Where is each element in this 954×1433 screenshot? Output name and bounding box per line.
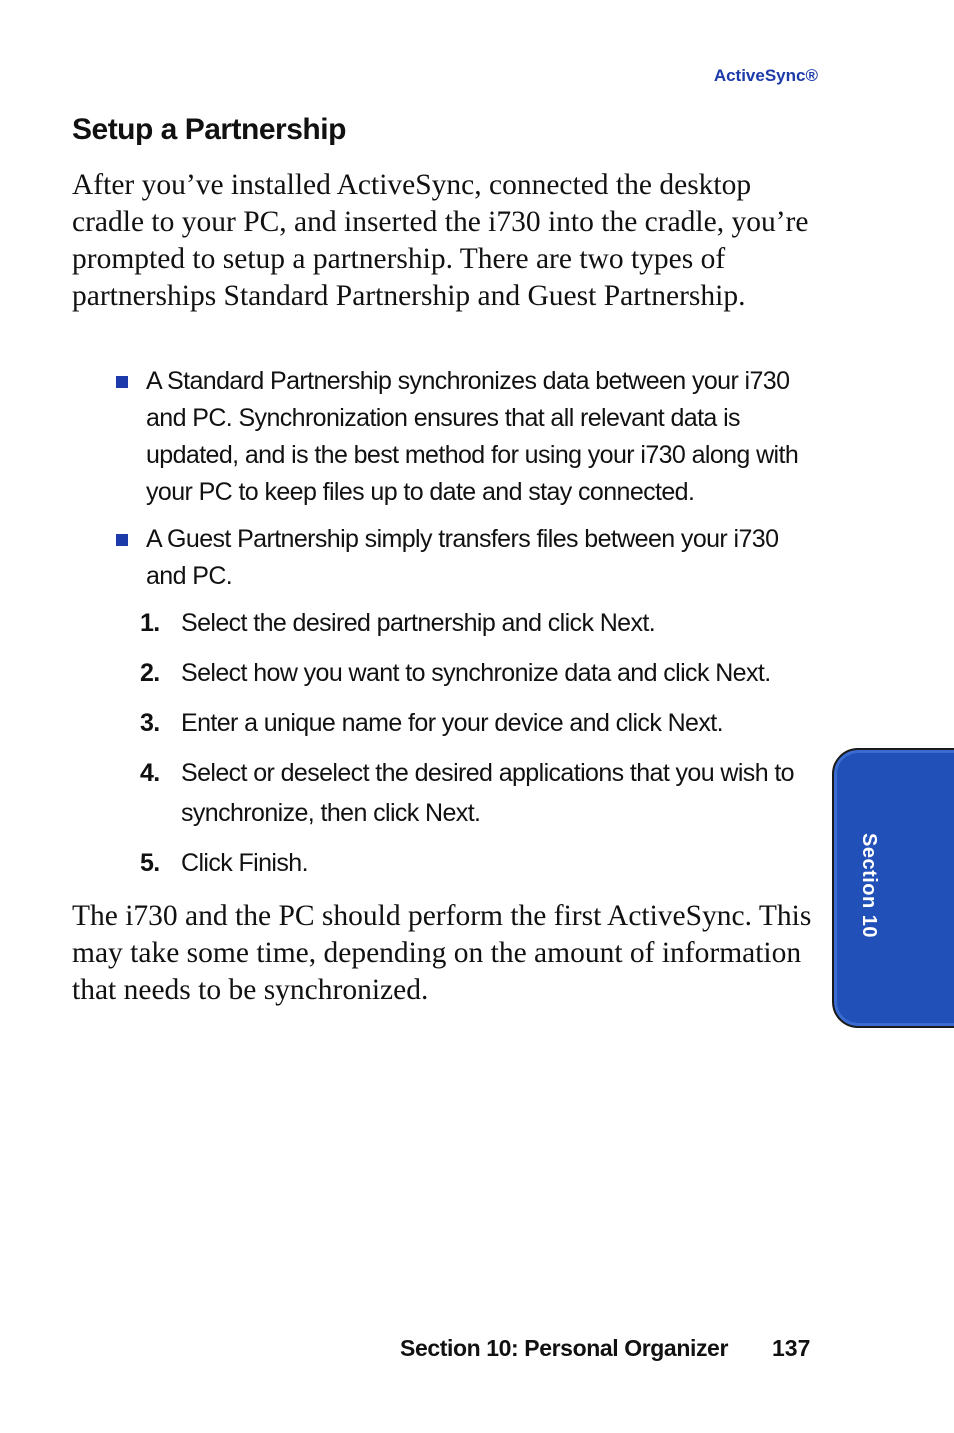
bullet-text: A Guest Partnership simply transfers files between your i730 and PC. bbox=[146, 525, 779, 590]
step-text: Select or deselect the desired applications that you wish to synchronize, then click Next. bbox=[181, 759, 794, 827]
list-item bbox=[112, 363, 822, 511]
bullet-text: A Standard Partnership synchronizes data between your i730 and PC. Synchronization ensures that all relevant data is updated, and is the best method for using your i730 along with your PC to keep files up to date and stay connected. bbox=[146, 367, 799, 506]
intro-paragraph: After you’ve installed ActiveSync, connected the desktop cradle to your PC, and inserted the i730 into the cradle, you’re prompted to setup a partnership. There are two types of partnerships Standard Partnership and Guest Partnership. bbox=[72, 169, 809, 312]
step-item bbox=[140, 753, 822, 833]
step-text: Select how you want to synchronize data and click Next. bbox=[181, 659, 771, 687]
section-tab-label: Section 10 bbox=[858, 833, 880, 939]
square-bullet-icon bbox=[116, 534, 128, 546]
step-text: Select the desired partnership and click Next. bbox=[181, 609, 656, 637]
closing-paragraph: The i730 and the PC should perform the first ActiveSync. This may take some time, depending on the amount of information that needs to be synchronized. bbox=[72, 900, 812, 1006]
step-item bbox=[140, 603, 822, 643]
running-header: ActiveSync® bbox=[713, 66, 818, 85]
section-tab bbox=[832, 748, 954, 1028]
footer-section-label: Section 10: Personal Organizer bbox=[400, 1335, 729, 1361]
partnership-types-list bbox=[112, 363, 822, 595]
step-number: 3. bbox=[140, 709, 160, 737]
setup-steps-list bbox=[140, 603, 822, 883]
step-text: Click Finish. bbox=[181, 849, 308, 877]
step-item bbox=[140, 703, 822, 743]
step-number: 1. bbox=[140, 609, 160, 637]
step-text: Enter a unique name for your device and click Next. bbox=[181, 709, 723, 737]
step-number: 2. bbox=[140, 659, 160, 687]
page-title: Setup a Partnership bbox=[72, 113, 346, 146]
step-number: 4. bbox=[140, 759, 160, 787]
step-number: 5. bbox=[140, 849, 160, 877]
step-item bbox=[140, 653, 822, 693]
list-item bbox=[112, 521, 822, 595]
step-item bbox=[140, 843, 822, 883]
page-number: 137 bbox=[772, 1335, 811, 1361]
square-bullet-icon bbox=[116, 376, 128, 388]
